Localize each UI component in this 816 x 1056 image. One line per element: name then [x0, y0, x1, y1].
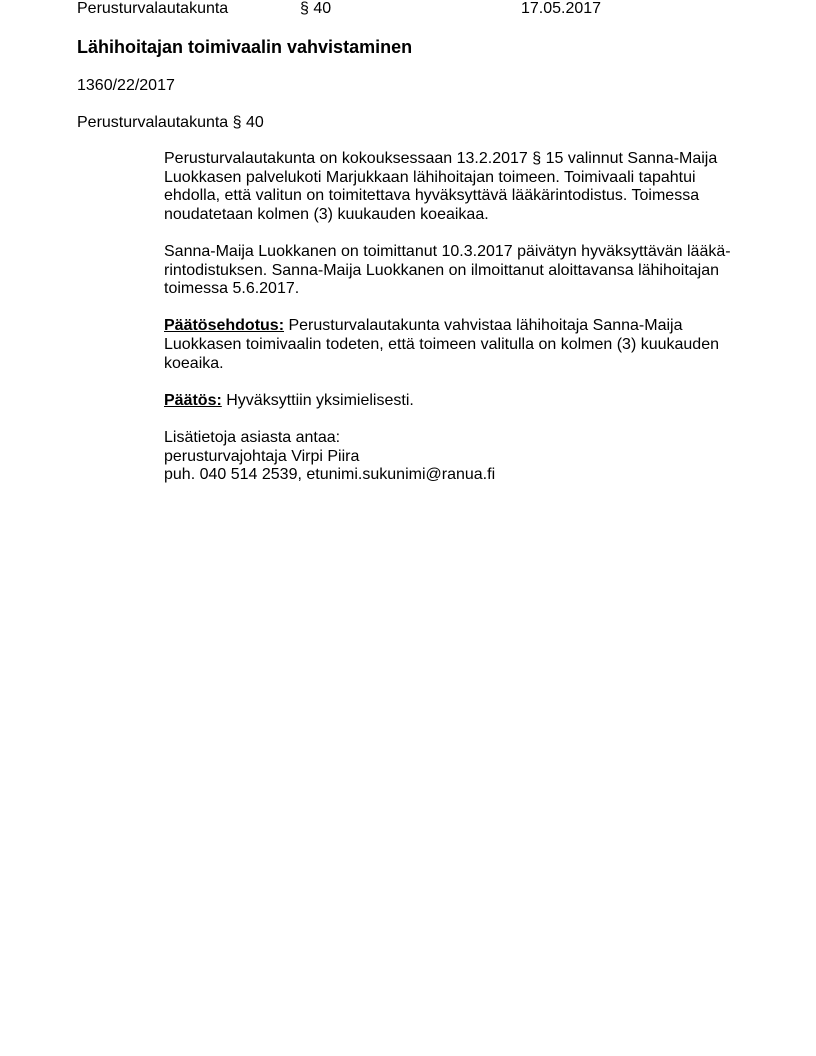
- header-body-name: Perusturvalautakunta: [77, 0, 229, 17]
- text-line: Sanna-Maija Luokkanen on toimittanut 10.3.2017 päivätyn hyväksyttävän lääkä-: [164, 242, 731, 260]
- text-line: Luokkasen toimivaalin todeten, että toimeen valitulla on kolmen (3) kuukauden: [164, 335, 719, 353]
- text-line: rintodistuksen. Sanna-Maija Luokkanen on ilmoittanut aloittavansa lähihoitajan: [164, 261, 720, 279]
- document-header: [77, 0, 777, 19]
- paragraph-appointment: [164, 150, 744, 224]
- section-reference: Perusturvalautakunta § 40: [77, 114, 264, 131]
- paragraph-certificate: [164, 243, 744, 299]
- text-line: [164, 317, 744, 336]
- text-line: ehdolla, että valitun on toimitettava hyväksyttävä lääkärintodistus. Toimessa: [164, 187, 700, 205]
- decision-text: Hyväksyttiin yksimielisesti.: [221, 391, 414, 409]
- contact-details: puh. 040 514 2539, etunimi.sukunimi@ranua.fi: [164, 466, 496, 484]
- text-line: Luokkasen palvelukoti Marjukkaan lähihoitajan toimeen. Toimivaali tapahtui: [164, 168, 696, 186]
- document-title: Lähihoitajan toimivaalin vahvistaminen: [77, 37, 413, 57]
- header-date: 17.05.2017: [521, 0, 602, 17]
- proposal-label: Päätösehdotus:: [164, 317, 285, 335]
- proposal-paragraph: [164, 317, 744, 373]
- text-line: koeaika.: [164, 354, 224, 372]
- text-line: noudatetaan kolmen (3) kuukauden koeaikaa.: [164, 205, 489, 223]
- document-body: [164, 150, 744, 503]
- text-line: [164, 392, 744, 411]
- decision-paragraph: [164, 392, 744, 411]
- contact-info: [164, 429, 744, 485]
- contact-heading: Lisätietoja asiasta antaa:: [164, 428, 341, 446]
- diary-number: 1360/22/2017: [77, 77, 175, 94]
- text-line: Perusturvalautakunta on kokouksessaan 13.2.2017 § 15 valinnut Sanna-Maija: [164, 150, 718, 167]
- text-line: toimessa 5.6.2017.: [164, 280, 300, 298]
- header-section-number: § 40: [300, 0, 332, 17]
- contact-person: perusturvajohtaja Virpi Piira: [164, 447, 360, 465]
- decision-label: Päätös:: [164, 391, 222, 409]
- proposal-first-line: Perusturvalautakunta vahvistaa lähihoitaja Sanna-Maija: [284, 317, 683, 335]
